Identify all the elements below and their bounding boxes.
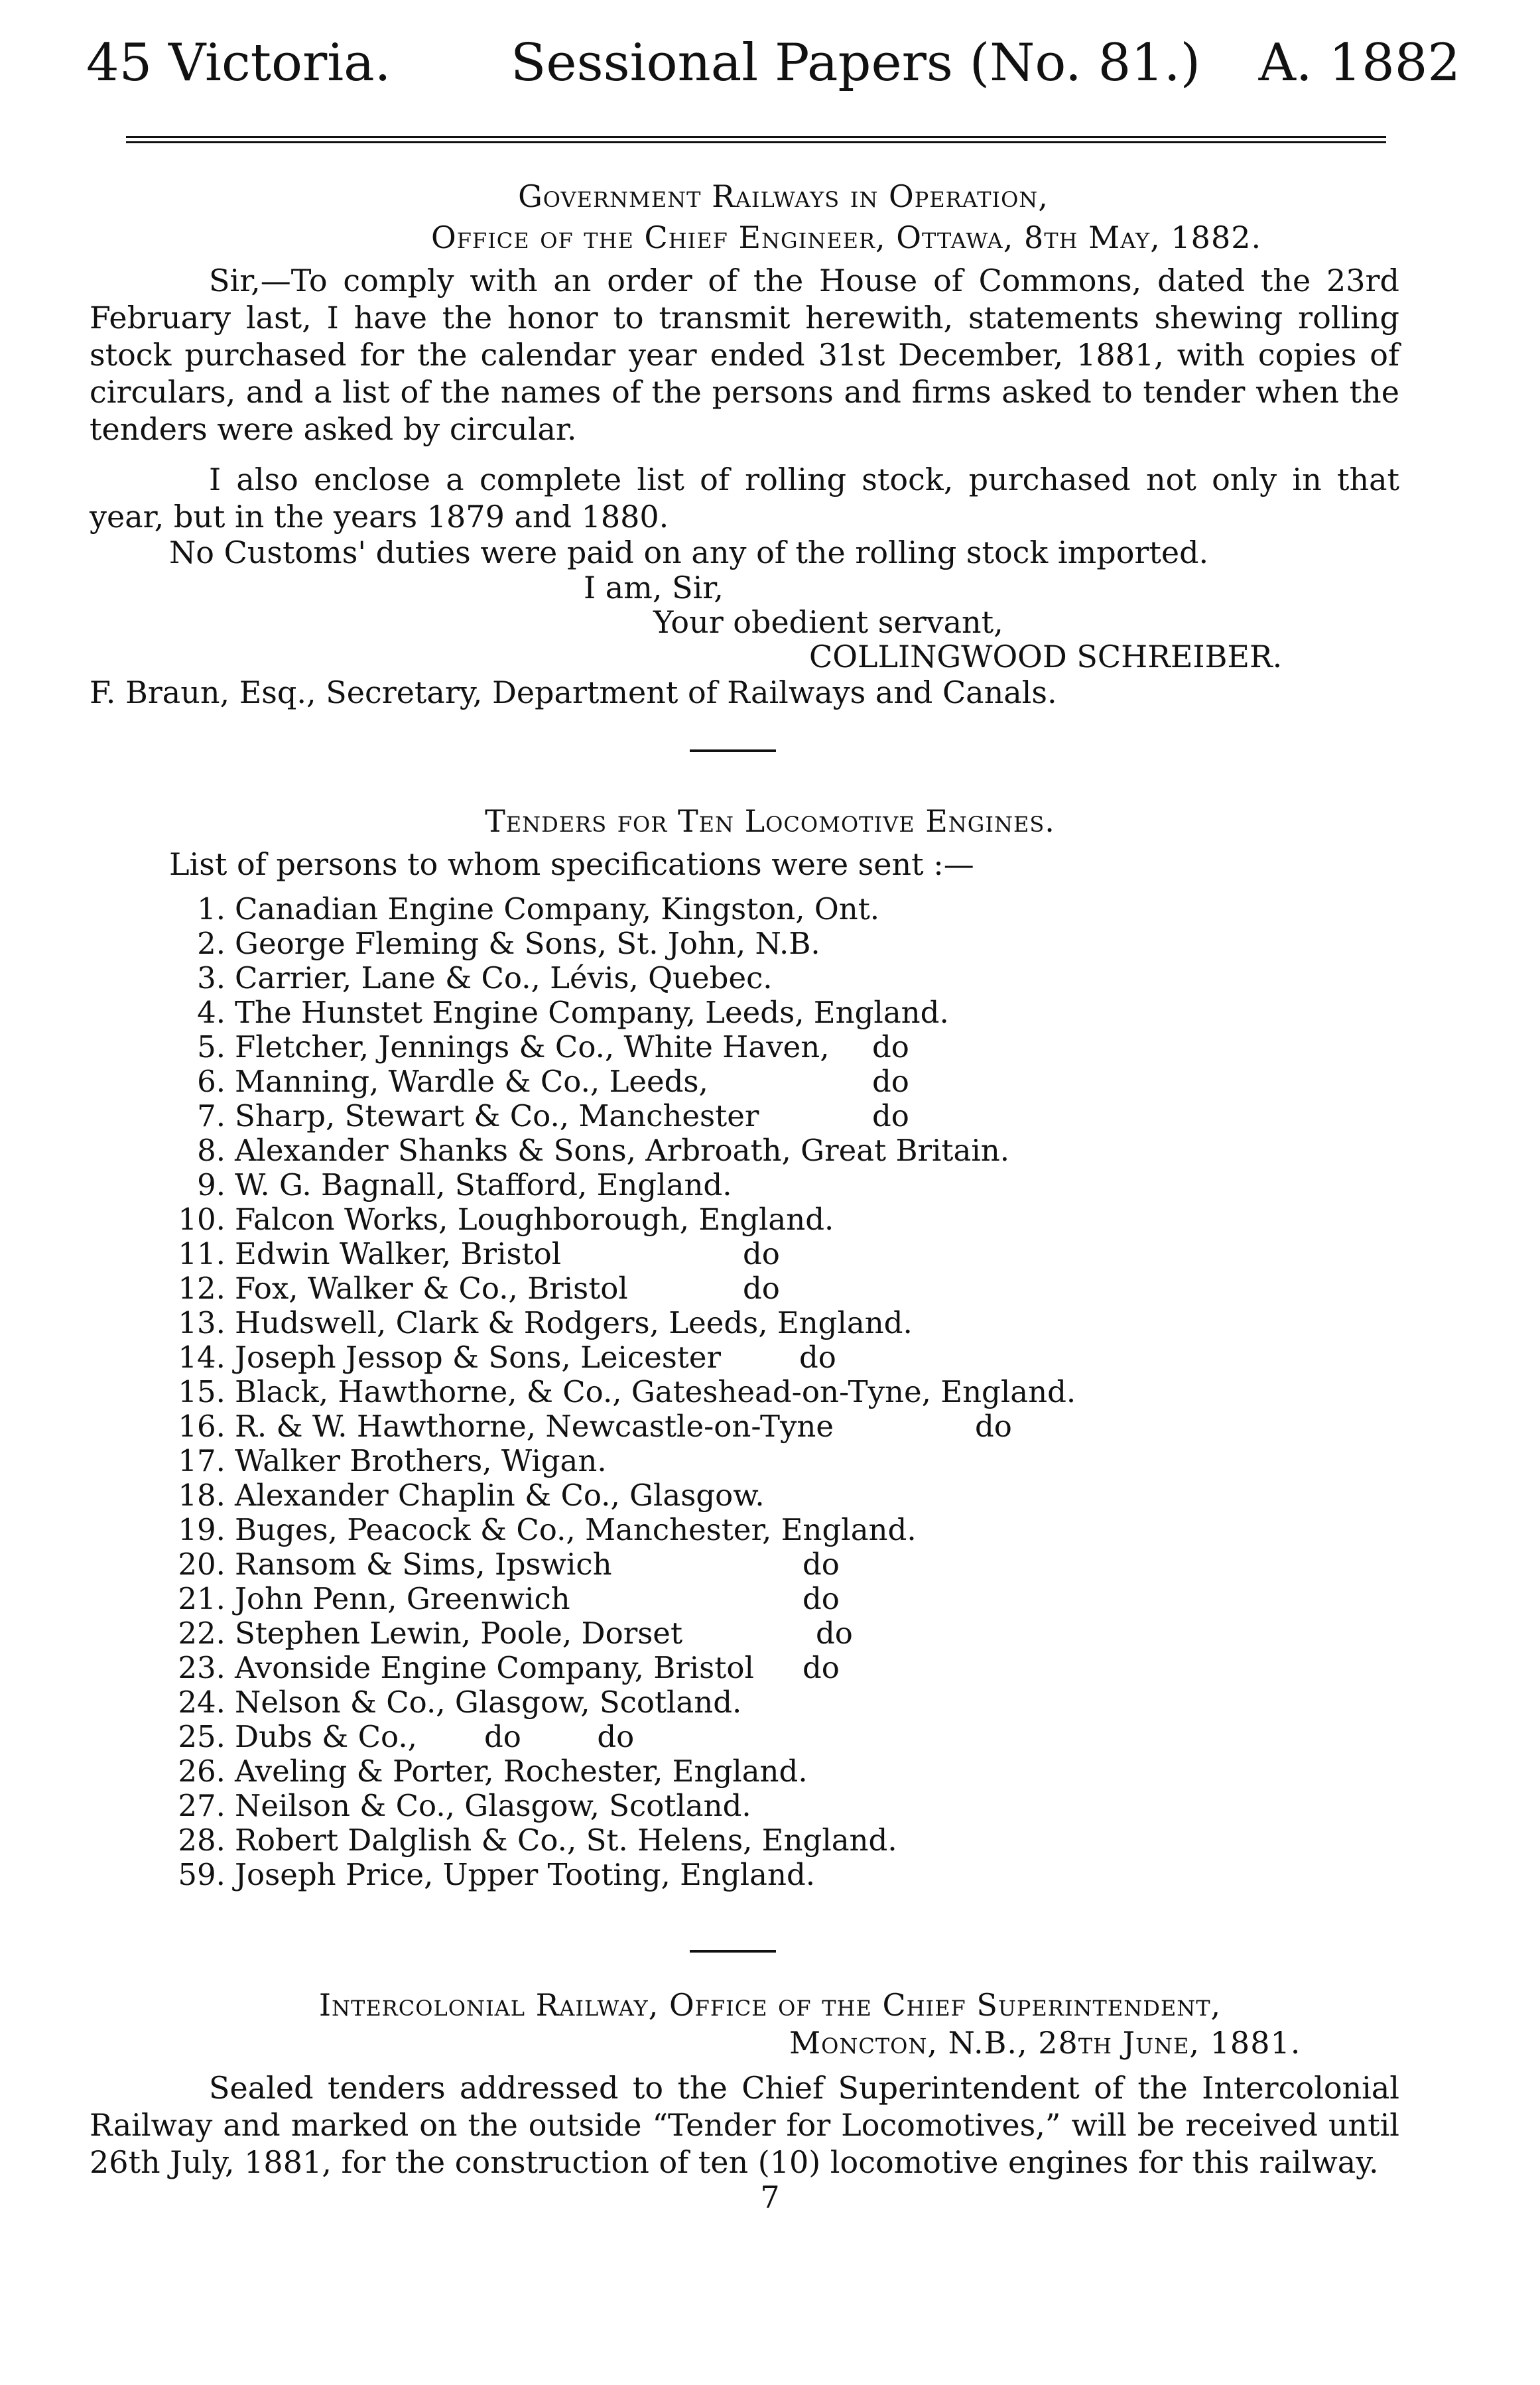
tender-item-name: Black, Hawthorne, & Co., Gateshead-on-Tyne, England. — [235, 1374, 1076, 1409]
tender-item-name: Walker Brothers, Wigan. — [235, 1443, 607, 1478]
tender-item-number: 19. — [178, 1512, 225, 1547]
tender-item-number: 10. — [178, 1202, 225, 1237]
tender-item-ditto: do — [802, 1547, 840, 1582]
tender-list-item — [159, 1444, 1076, 1478]
tender-item-number: 27. — [178, 1788, 225, 1823]
tender-list-item — [159, 961, 1076, 996]
tender-item-name: Dubs & Co., — [235, 1719, 417, 1754]
tender-item-number: 5. — [197, 1029, 225, 1064]
tender-list-item — [159, 1237, 1076, 1271]
intercolonial-heading: Intercolonial Railway, Office of the Chief Superintendent, — [318, 1987, 1222, 2023]
tender-item-ditto: do — [975, 1409, 1012, 1444]
tender-item-name: Fox, Walker & Co., Bristol — [235, 1271, 628, 1306]
tender-list-item — [159, 1202, 1076, 1237]
tender-list-item — [159, 996, 1076, 1030]
tender-item-number: 1. — [197, 891, 225, 927]
tender-item-number: 59. — [178, 1857, 225, 1892]
tender-item-name: Stephen Lewin, Poole, Dorset — [235, 1616, 683, 1651]
tender-item-ditto: do — [799, 1340, 836, 1375]
tender-item-name: Sharp, Stewart & Co., Manchester — [235, 1098, 759, 1133]
intercolonial-dateline: Moncton, N.B., 28th June, 1881. — [789, 2025, 1301, 2061]
tenders-title: Tenders for Ten Locomotive Engines. — [485, 803, 1055, 839]
tender-item-number: 20. — [178, 1547, 225, 1582]
tender-list-item — [159, 1271, 1076, 1306]
tender-item-name: The Hunstet Engine Company, Leeds, England. — [235, 995, 949, 1030]
tender-list-item — [159, 1789, 1076, 1823]
letter-paragraph-1: Sir,—To comply with an order of the House of Commons, dated the 23rd February last, I have the honor to transmit herewith, statements shewing rolling stock purchased for the calendar year ended 31st December, 1881, with copies of circulars, and a list of the names of the persons and firms asked to tender when the tenders were asked by circular. — [90, 263, 1399, 447]
tender-list-item — [159, 1340, 1076, 1375]
tender-list-item — [159, 1616, 1076, 1651]
tender-item-number: 23. — [178, 1650, 225, 1685]
intercolonial-paragraph: Sealed tenders addressed to the Chief Superintendent of the Intercolonial Railway and marked on the outside “Tender for Locomotives,” will be received until 26th July, 1881, for the construction of ten (10) locomotive engines for this railway. — [90, 2070, 1399, 2180]
tender-item-name: Robert Dalglish & Co., St. Helens, England. — [235, 1823, 897, 1858]
tender-list-item — [159, 1547, 1076, 1582]
tender-item-number: 7. — [197, 1098, 225, 1133]
tender-item-name: John Penn, Greenwich — [235, 1581, 570, 1616]
tender-item-number: 4. — [197, 995, 225, 1030]
tender-item-name: Buges, Peacock & Co., Manchester, England. — [235, 1512, 917, 1547]
tender-item-name: Ransom & Sims, Ipswich — [235, 1547, 612, 1582]
tender-item-number: 28. — [178, 1823, 225, 1858]
tender-item-number: 14. — [178, 1340, 225, 1375]
tender-item-number: 15. — [178, 1374, 225, 1409]
tender-item-ditto: do — [802, 1650, 840, 1685]
header-rule-top — [126, 136, 1386, 138]
tender-item-number: 13. — [178, 1305, 225, 1340]
tender-item-name: Edwin Walker, Bristol — [235, 1236, 562, 1271]
tender-item-number: 3. — [197, 960, 225, 996]
tender-item-name: W. G. Bagnall, Stafford, England. — [235, 1167, 732, 1202]
tender-list-item — [159, 1064, 1076, 1099]
section-divider-2 — [690, 1950, 776, 1953]
tender-item-ditto: do — [802, 1581, 840, 1616]
tender-item-ditto: do do — [484, 1719, 635, 1754]
letter-closing-2: Your obedient servant, — [653, 604, 1003, 640]
header-session: 45 Victoria. — [86, 33, 391, 93]
tender-list — [159, 892, 1076, 1892]
tender-item-number: 17. — [178, 1443, 225, 1478]
tender-item-number: 6. — [197, 1064, 225, 1099]
tender-item-number: 11. — [178, 1236, 225, 1271]
tender-list-item — [159, 1409, 1076, 1444]
tender-item-number: 18. — [178, 1478, 225, 1513]
tenders-intro: List of persons to whom specifications were sent :— — [169, 846, 974, 882]
tender-list-item — [159, 1168, 1076, 1202]
tender-item-number: 9. — [197, 1167, 225, 1202]
tender-item-name: Aveling & Porter, Rochester, England. — [235, 1754, 808, 1789]
tender-item-name: Manning, Wardle & Co., Leeds, — [235, 1064, 708, 1099]
tender-item-name: R. & W. Hawthorne, Newcastle-on-Tyne — [235, 1409, 834, 1444]
letter-paragraph-3: No Customs' duties were paid on any of the rolling stock imported. — [169, 535, 1209, 570]
tender-item-ditto: do — [872, 1029, 909, 1064]
tender-item-number: 22. — [178, 1616, 225, 1651]
tender-list-item — [159, 1720, 1076, 1754]
tender-list-item — [159, 1685, 1076, 1720]
tender-list-item — [159, 1306, 1076, 1340]
tender-list-item — [159, 1375, 1076, 1409]
page-number: 7 — [760, 2179, 780, 2215]
tender-item-name: Avonside Engine Company, Bristol — [235, 1650, 754, 1685]
header-rule-bottom — [126, 141, 1386, 143]
tender-item-name: Canadian Engine Company, Kingston, Ont. — [235, 891, 880, 927]
tender-list-item — [159, 892, 1076, 927]
tender-item-name: Joseph Price, Upper Tooting, England. — [235, 1857, 816, 1892]
tender-list-item — [159, 1754, 1076, 1789]
tender-item-number: 12. — [178, 1271, 225, 1306]
tender-item-number: 2. — [197, 926, 225, 961]
tender-item-name: Hudswell, Clark & Rodgers, Leeds, England. — [235, 1305, 913, 1340]
tender-item-number: 25. — [178, 1719, 225, 1754]
tender-item-name: Fletcher, Jennings & Co., White Haven, — [235, 1029, 830, 1064]
section-divider-1 — [690, 749, 776, 752]
tender-item-ditto: do — [816, 1616, 853, 1651]
tender-item-number: 21. — [178, 1581, 225, 1616]
letter-heading-line2-text: Office of the Chief Engineer, Ottawa, 8th May, 1882. — [431, 220, 1262, 255]
letter-heading-line2 — [431, 219, 1261, 256]
tender-list-item — [159, 1133, 1076, 1168]
tender-list-item — [159, 927, 1076, 961]
tender-item-name: Alexander Shanks & Sons, Arbroath, Great Britain. — [235, 1133, 1010, 1168]
tender-item-number: 24. — [178, 1685, 225, 1720]
tender-list-item — [159, 1858, 1076, 1892]
tender-item-name: Joseph Jessop & Sons, Leicester — [235, 1340, 722, 1375]
letter-signature: COLLINGWOOD SCHREIBER. — [809, 639, 1283, 675]
tender-item-ditto: do — [743, 1271, 780, 1306]
header-year: A. 1882 — [1258, 33, 1460, 93]
tender-list-item — [159, 1582, 1076, 1616]
tender-item-ditto: do — [872, 1064, 909, 1099]
tender-item-name: Carrier, Lane & Co., Lévis, Quebec. — [235, 960, 773, 996]
letter-addressee: F. Braun, Esq., Secretary, Department of Railways and Canals. — [90, 675, 1057, 710]
tender-item-name: George Fleming & Sons, St. John, N.B. — [235, 926, 820, 961]
tender-list-item — [159, 1478, 1076, 1513]
tender-item-ditto: do — [872, 1098, 909, 1133]
letter-closing-1: I am, Sir, — [584, 570, 724, 606]
tender-item-number: 16. — [178, 1409, 225, 1444]
letter-heading-line1: Government Railways in Operation, — [518, 178, 1049, 214]
tender-item-name: Neilson & Co., Glasgow, Scotland. — [235, 1788, 751, 1823]
tender-list-item — [159, 1099, 1076, 1133]
tender-item-name: Alexander Chaplin & Co., Glasgow. — [235, 1478, 765, 1513]
letter-paragraph-2: I also enclose a complete list of rolling stock, purchased not only in that year, but in the years 1879 and 1880. — [90, 462, 1399, 535]
tender-list-item — [159, 1823, 1076, 1858]
tender-list-item — [159, 1513, 1076, 1547]
tender-list-item — [159, 1030, 1076, 1064]
tender-item-ditto: do — [743, 1236, 780, 1271]
tender-item-number: 8. — [197, 1133, 225, 1168]
tender-list-item — [159, 1651, 1076, 1685]
tender-item-number: 26. — [178, 1754, 225, 1789]
tender-item-name: Falcon Works, Loughborough, England. — [235, 1202, 834, 1237]
header-title: Sessional Papers (No. 81.) — [511, 33, 1201, 93]
tender-item-name: Nelson & Co., Glasgow, Scotland. — [235, 1685, 742, 1720]
